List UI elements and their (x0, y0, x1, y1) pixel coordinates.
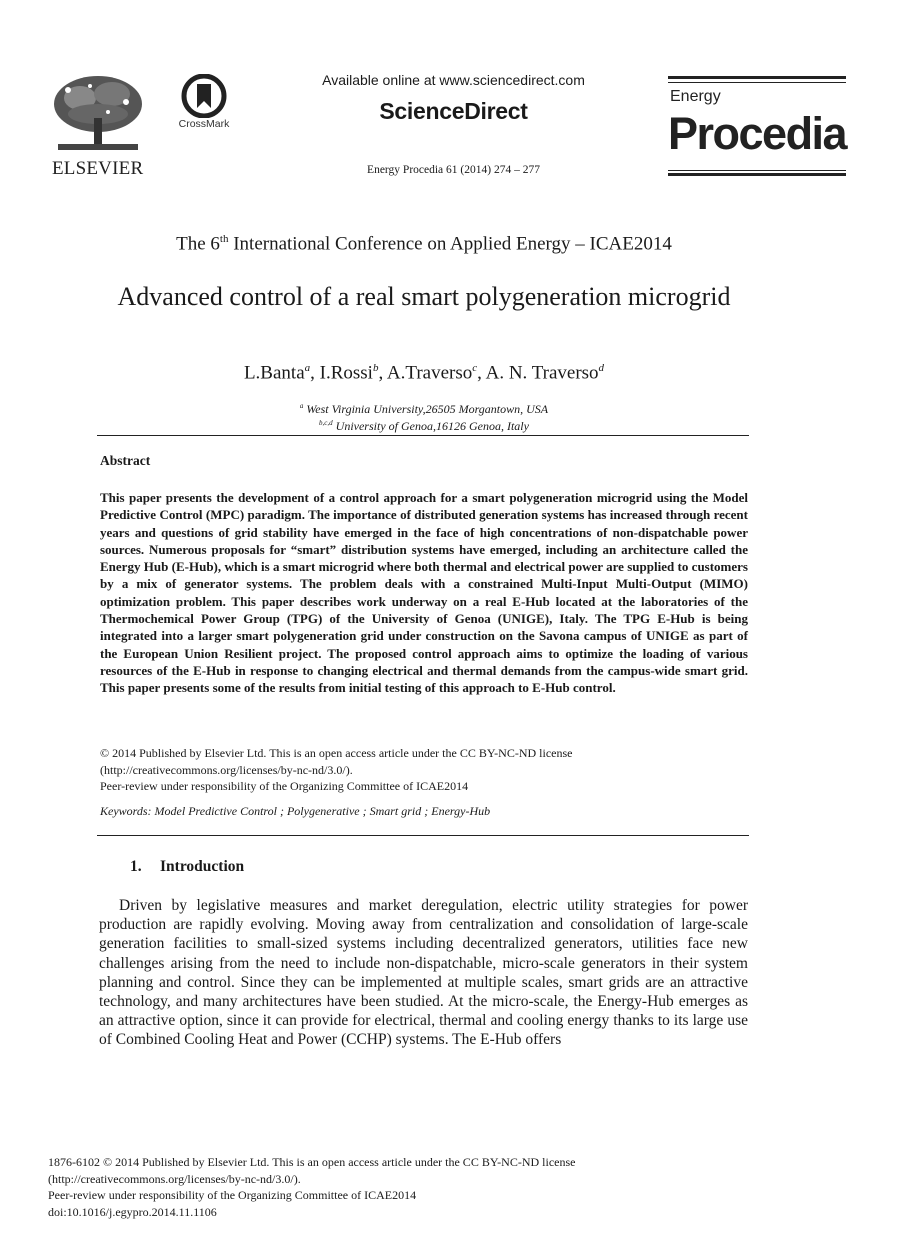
author-affil-mark: b (372, 362, 379, 374)
affiliation-bcd (0, 419, 848, 434)
abstract-heading: Abstract (100, 453, 151, 468)
section-title: Introduction (160, 858, 245, 875)
author-name: L.Banta (243, 362, 305, 384)
available-online-text[interactable]: Available online at www.sciencedirect.com (322, 72, 585, 88)
footer-license-link[interactable]: (http://creativecommons.org/licenses/by-nc-nd/3.0/). (48, 1171, 301, 1186)
affil-mark: b,c,d (319, 419, 333, 427)
footer-peer-review: Peer-review under responsibility of the Organizing Committee of ICAE2014 (48, 1188, 417, 1202)
page-footer (48, 1154, 848, 1220)
introduction-paragraph: Driven by legislative measures and market deregulation, electric utility strategies for power production are rapidly evolving. Moving away from centralization and consolidation of large-scale generation facilities to small-sized systems including decentralized generators, utilities face new challenges arising from the need to include non-dispatchable, micro-scale generators in their system planning and control. Since they can be implemented at multiple scales, smart grids are an attractive technology, and many architectures have been studied. At the micro-scale, the Energy-Hub emerges as an attractive option, since it can provide for electrical, thermal and cooling energy thanks to its large use of Combined Cooling Heat and Power (CCHP) systems. The E-Hub offers (99, 897, 748, 1049)
energy-procedia-logo (668, 76, 846, 176)
paper-title: Advanced control of a real smart polygeneration microgrid (117, 282, 731, 311)
license-link[interactable]: (http://creativecommons.org/licenses/by-nc-nd/3.0/). (100, 762, 353, 777)
author-separator: , (378, 362, 387, 384)
author-name: A.Traverso (386, 362, 473, 384)
author-list (0, 362, 848, 384)
procedia-energy-label: Energy (670, 88, 721, 105)
peer-review-line: Peer-review under responsibility of the Organizing Committee of ICAE2014 (100, 779, 469, 793)
header-divider (97, 435, 749, 436)
affil-mark: a (299, 402, 304, 410)
author-affil-mark: a (304, 362, 311, 374)
affiliation-a (0, 402, 848, 417)
keywords: Keywords: Model Predictive Control ; Polygenerative ; Smart grid ; Energy-Hub (100, 804, 491, 818)
conference-ordinal: th (219, 233, 229, 245)
author-separator: , (477, 362, 486, 384)
conference-line (0, 233, 848, 255)
section-number: 1. (130, 858, 142, 875)
footer-doi[interactable]: doi:10.1016/j.egypro.2014.11.1106 (48, 1204, 217, 1219)
publisher-name: ELSEVIER (52, 158, 144, 179)
affil-text: University of Genoa,16126 Genoa, Italy (332, 419, 529, 433)
abstract-divider (97, 835, 749, 836)
copyright-notice (100, 745, 748, 795)
author-separator: , (310, 362, 320, 384)
author-name: I.Rossi (319, 362, 373, 384)
affil-text: West Virginia University,26505 Morgantown, USA (303, 402, 549, 416)
crossmark-label: CrossMark (178, 118, 230, 130)
footer-issn-line: 1876-6102 © 2014 Published by Elsevier Ltd. This is an open access article under the CC BY-NC-ND license (48, 1155, 576, 1169)
author-affil-mark: c (472, 362, 478, 374)
author-affil-mark: d (598, 362, 605, 374)
conference-suffix: International Conference on Applied Energy – ICAE2014 (228, 233, 672, 255)
abstract-body: This paper presents the development of a control approach for a smart polygeneration microgrid using the Model Predictive Control (MPC) paradigm. The importance of distributed generation systems has increased through recent years and questions of grid stability have emerged in the face of high concentrations of non-dispatchable power sources. Numerous proposals for “smart” distribution systems have emerged, including an architecture called the Energy Hub (E-Hub), which is a smart microgrid where both thermal and electrical power are supplied to customers by a mix of generator systems. The problem deals with a constrained Multi-Input Multi-Output (MIMO) optimization problem. This paper describes work underway on a real E-Hub located at the laboratories of the Thermochemical Power Group (TPG) of the University of Genoa (UNIGE), Italy. The TPG E-Hub is being integrated into a larger smart polygeneration grid under construction on the Savona campus of UNIGE as part of the European Union Resilient project. The proposed control approach aims to optimize the loading of various resources of the E-Hub in response to changing electrical and thermal demands from the campus-wide smart grid. This paper presents some of the results from initial testing of this approach to E-Hub control. (100, 490, 748, 696)
author-name: A. N. Traverso (485, 362, 599, 384)
sciencedirect-logo[interactable]: ScienceDirect (379, 98, 528, 124)
conference-prefix: The 6 (176, 233, 220, 255)
section-heading-introduction (130, 858, 244, 876)
procedia-wordmark: Procedia (668, 108, 847, 159)
copyright-line: © 2014 Published by Elsevier Ltd. This is an open access article under the CC BY-NC-ND license (100, 746, 573, 760)
journal-reference: Energy Procedia 61 (2014) 274 – 277 (367, 164, 540, 176)
